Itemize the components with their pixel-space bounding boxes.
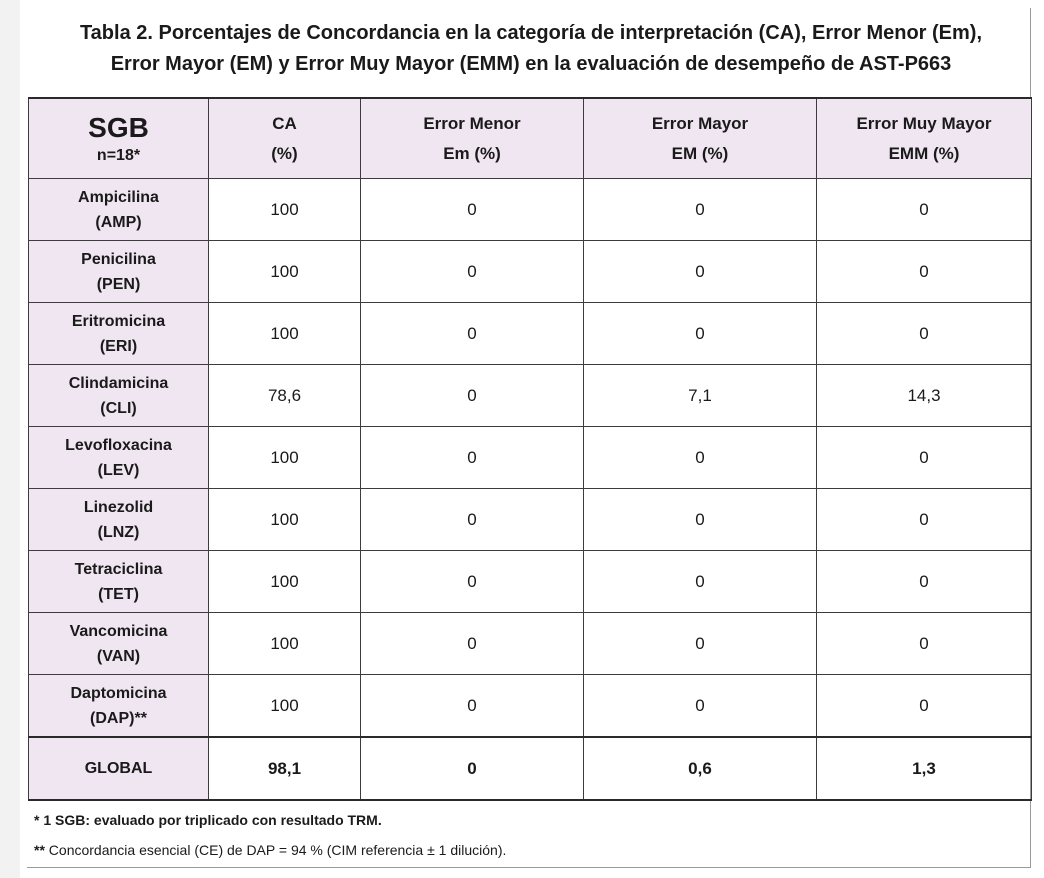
header-error-menor bbox=[361, 98, 584, 179]
error-muy-mayor-cell: 0 bbox=[817, 179, 1032, 241]
header-ca-line-2: (%) bbox=[271, 143, 298, 163]
error-muy-mayor-cell: 0 bbox=[817, 241, 1032, 303]
error-mayor-cell: 0 bbox=[584, 179, 817, 241]
drug-name: Tetraciclina bbox=[74, 560, 163, 578]
drug-cell bbox=[29, 241, 209, 303]
error-mayor-cell: 0 bbox=[584, 427, 817, 489]
table-row bbox=[29, 551, 1032, 613]
table-title-line-1: Tabla 2. Porcentajes de Concordancia en la categoría de interpretación (CA), Error Menor (Em), bbox=[79, 22, 983, 44]
results-table bbox=[28, 97, 1032, 801]
footnote-1-mark: * bbox=[34, 812, 40, 828]
global-label: GLOBAL bbox=[29, 737, 209, 800]
ca-cell: 100 bbox=[209, 489, 361, 551]
table-body bbox=[29, 179, 1032, 801]
error-muy-mayor-cell: 0 bbox=[817, 613, 1032, 675]
drug-name: Eritromicina bbox=[71, 312, 166, 330]
header-sgb bbox=[29, 98, 209, 179]
drug-cell bbox=[29, 675, 209, 738]
table-row bbox=[29, 675, 1032, 738]
drug-name: Clindamicina bbox=[68, 374, 169, 392]
table-title bbox=[30, 18, 1032, 80]
ca-cell: 100 bbox=[209, 675, 361, 738]
drug-cell bbox=[29, 613, 209, 675]
ca-cell: 78,6 bbox=[209, 365, 361, 427]
error-muy-mayor-cell: 0 bbox=[817, 675, 1032, 738]
left-margin-strip bbox=[0, 0, 20, 878]
header-ca bbox=[209, 98, 361, 179]
error-mayor-cell: 0 bbox=[584, 241, 817, 303]
table-row bbox=[29, 365, 1032, 427]
drug-abbreviation: (VAN) bbox=[96, 647, 141, 665]
drug-cell bbox=[29, 427, 209, 489]
drug-cell bbox=[29, 489, 209, 551]
header-error-mayor-line-1: Error Mayor bbox=[651, 113, 749, 133]
error-mayor-cell: 0 bbox=[584, 551, 817, 613]
table-row bbox=[29, 613, 1032, 675]
footnote-2 bbox=[34, 840, 1024, 860]
drug-name: Penicilina bbox=[81, 250, 156, 268]
table-row bbox=[29, 303, 1032, 365]
drug-name: Ampicilina bbox=[78, 188, 159, 206]
table-row bbox=[29, 489, 1032, 551]
error-mayor-cell: 7,1 bbox=[584, 365, 817, 427]
drug-abbreviation: (PEN) bbox=[96, 275, 141, 293]
drug-abbreviation: (LEV) bbox=[97, 461, 140, 479]
ca-cell: 100 bbox=[209, 241, 361, 303]
error-menor-cell: 0 bbox=[361, 241, 584, 303]
global-error-muy-mayor-cell: 1,3 bbox=[817, 737, 1032, 800]
error-mayor-cell: 0 bbox=[584, 303, 817, 365]
drug-cell bbox=[29, 551, 209, 613]
results-table-wrapper bbox=[28, 97, 1031, 801]
drug-name: Daptomicina bbox=[70, 684, 167, 702]
error-menor-cell: 0 bbox=[361, 489, 584, 551]
header-sample-size: n=18* bbox=[96, 146, 141, 164]
error-muy-mayor-cell: 0 bbox=[817, 303, 1032, 365]
error-menor-cell: 0 bbox=[361, 365, 584, 427]
drug-abbreviation: (LNZ) bbox=[97, 523, 140, 541]
error-muy-mayor-cell: 0 bbox=[817, 551, 1032, 613]
footnote-1 bbox=[34, 810, 1024, 830]
error-mayor-cell: 0 bbox=[584, 489, 817, 551]
error-menor-cell: 0 bbox=[361, 427, 584, 489]
ca-cell: 100 bbox=[209, 613, 361, 675]
ca-cell: 100 bbox=[209, 427, 361, 489]
header-row bbox=[29, 98, 1032, 179]
error-menor-cell: 0 bbox=[361, 179, 584, 241]
drug-name: Linezolid bbox=[83, 498, 154, 516]
table-row bbox=[29, 179, 1032, 241]
error-menor-cell: 0 bbox=[361, 551, 584, 613]
global-error-mayor-cell: 0,6 bbox=[584, 737, 817, 800]
ca-cell: 100 bbox=[209, 179, 361, 241]
global-row bbox=[29, 737, 1032, 800]
header-error-muy-mayor bbox=[817, 98, 1032, 179]
error-mayor-cell: 0 bbox=[584, 613, 817, 675]
drug-cell bbox=[29, 303, 209, 365]
drug-abbreviation: (DAP)** bbox=[90, 709, 147, 727]
drug-name: Levofloxacina bbox=[65, 436, 172, 454]
error-muy-mayor-cell: 0 bbox=[817, 489, 1032, 551]
drug-abbreviation: (TET) bbox=[98, 585, 139, 603]
table-row bbox=[29, 241, 1032, 303]
drug-cell bbox=[29, 365, 209, 427]
error-muy-mayor-cell: 14,3 bbox=[817, 365, 1032, 427]
table-header bbox=[29, 98, 1032, 179]
error-menor-cell: 0 bbox=[361, 613, 584, 675]
global-ca-cell: 98,1 bbox=[209, 737, 361, 800]
header-error-menor-line-1: Error Menor bbox=[423, 113, 521, 133]
ca-cell: 100 bbox=[209, 551, 361, 613]
footnote-2-mark: ** bbox=[34, 842, 45, 858]
table-title-line-2: Error Mayor (EM) y Error Muy Mayor (EMM) en la evaluación de desempeño de AST-P663 bbox=[110, 53, 952, 75]
footnote-1-text: 1 SGB: evaluado por triplicado con resultado TRM. bbox=[43, 812, 382, 828]
drug-abbreviation: (CLI) bbox=[100, 399, 137, 417]
header-sgb-label: SGB bbox=[88, 111, 149, 143]
drug-cell bbox=[29, 179, 209, 241]
error-menor-cell: 0 bbox=[361, 303, 584, 365]
header-error-muy-mayor-line-2: EMM (%) bbox=[888, 143, 960, 163]
error-mayor-cell: 0 bbox=[584, 675, 817, 738]
footnote-2-text: Concordancia esencial (CE) de DAP = 94 % (CIM referencia ± 1 dilución). bbox=[48, 842, 507, 858]
table-row bbox=[29, 427, 1032, 489]
drug-name: Vancomicina bbox=[69, 622, 168, 640]
ca-cell: 100 bbox=[209, 303, 361, 365]
drug-abbreviation: (ERI) bbox=[99, 337, 138, 355]
drug-abbreviation: (AMP) bbox=[95, 213, 142, 231]
error-muy-mayor-cell: 0 bbox=[817, 427, 1032, 489]
header-error-mayor-line-2: EM (%) bbox=[671, 143, 729, 163]
header-error-menor-line-2: Em (%) bbox=[443, 143, 501, 163]
error-menor-cell: 0 bbox=[361, 675, 584, 738]
global-error-menor-cell: 0 bbox=[361, 737, 584, 800]
header-ca-line-1: CA bbox=[272, 113, 297, 133]
header-error-muy-mayor-line-1: Error Muy Mayor bbox=[856, 113, 992, 133]
header-error-mayor bbox=[584, 98, 817, 179]
